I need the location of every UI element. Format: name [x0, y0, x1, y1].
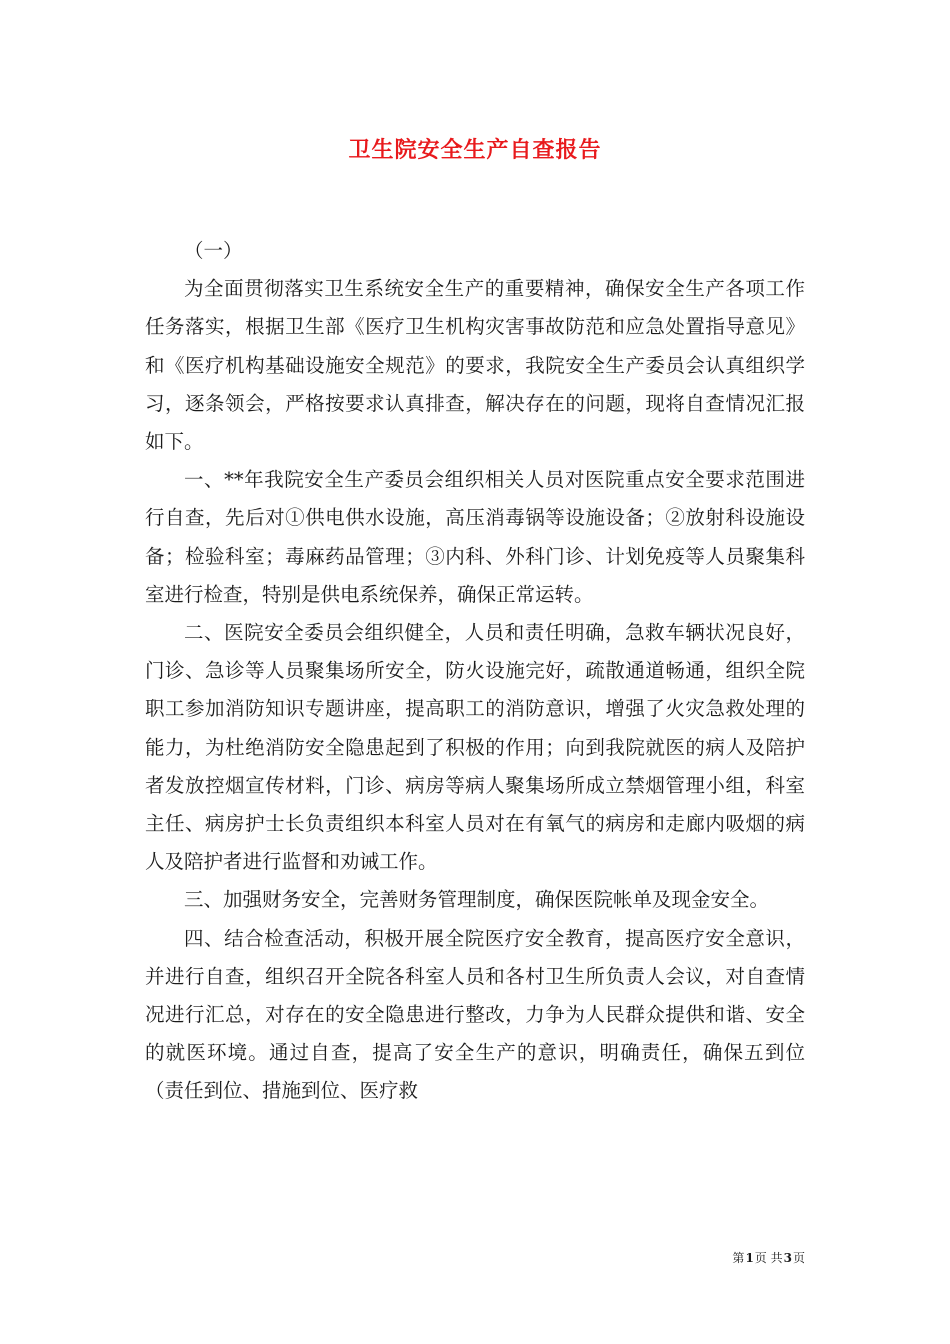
total-pages-number: 3	[783, 1251, 792, 1265]
current-page-number: 1	[745, 1251, 754, 1265]
document-body	[145, 232, 805, 1111]
footer-prefix: 第	[732, 1251, 745, 1265]
paragraph-item-1: 一、**年我院安全生产委员会组织相关人员对医院重点安全要求范围进行自查，先后对①供电供水设施，高压消毒锅等设施设备；②放射科设施设备；检验科室；毒麻药品管理；③内科、外科门诊、计划免疫等人员聚集科室进行检查，特别是供电系统保养，确保正常运转。	[145, 468, 805, 606]
page-number-footer	[600, 1250, 805, 1266]
paragraph-item-4: 四、结合检查活动，积极开展全院医疗安全教育，提高医疗安全意识，并进行自查，组织召开全院各科室人员和各村卫生所负责人会议，对自查情况进行汇总，对存在的安全隐患进行整改，力争为人民群众提供和谐、安全的就医环境。通过自查，提高了安全生产的意识，明确责任，确保五到位（责任到位、措施到位、医疗救	[145, 926, 805, 1103]
footer-suffix: 页	[792, 1251, 805, 1265]
paragraph-intro: 为全面贯彻落实卫生系统安全生产的重要精神，确保安全生产各项工作任务落实，根据卫生部《医疗卫生机构灾害事故防范和应急处置指导意见》和《医疗机构基础设施安全规范》的要求，我院安全生产委员会认真组织学习，逐条领会，严格按要求认真排查，解决存在的问题，现将自查情况汇报如下。	[145, 277, 805, 454]
section-label: （一）	[184, 239, 243, 262]
paragraph-item-3: 三、加强财务安全，完善财务管理制度，确保医院帐单及现金安全。	[184, 888, 770, 912]
document-title: 卫生院安全生产自查报告	[348, 137, 602, 163]
footer-middle: 页 共	[754, 1251, 783, 1265]
paragraph-item-2: 二、医院安全委员会组织健全，人员和责任明确，急救车辆状况良好，门诊、急诊等人员聚集场所安全，防火设施完好，疏散通道畅通，组织全院职工参加消防知识专题讲座，提高职工的消防意识，增强了火灾急救处理的能力，为杜绝消防安全隐患起到了积极的作用；向到我院就医的病人及陪护者发放控烟宣传材料，门诊、病房等病人聚集场所成立禁烟管理小组，科室主任、病房护士长负责组织本科室人员对在有氧气的病房和走廊内吸烟的病人及陪护者进行监督和劝诫工作。	[145, 621, 805, 874]
